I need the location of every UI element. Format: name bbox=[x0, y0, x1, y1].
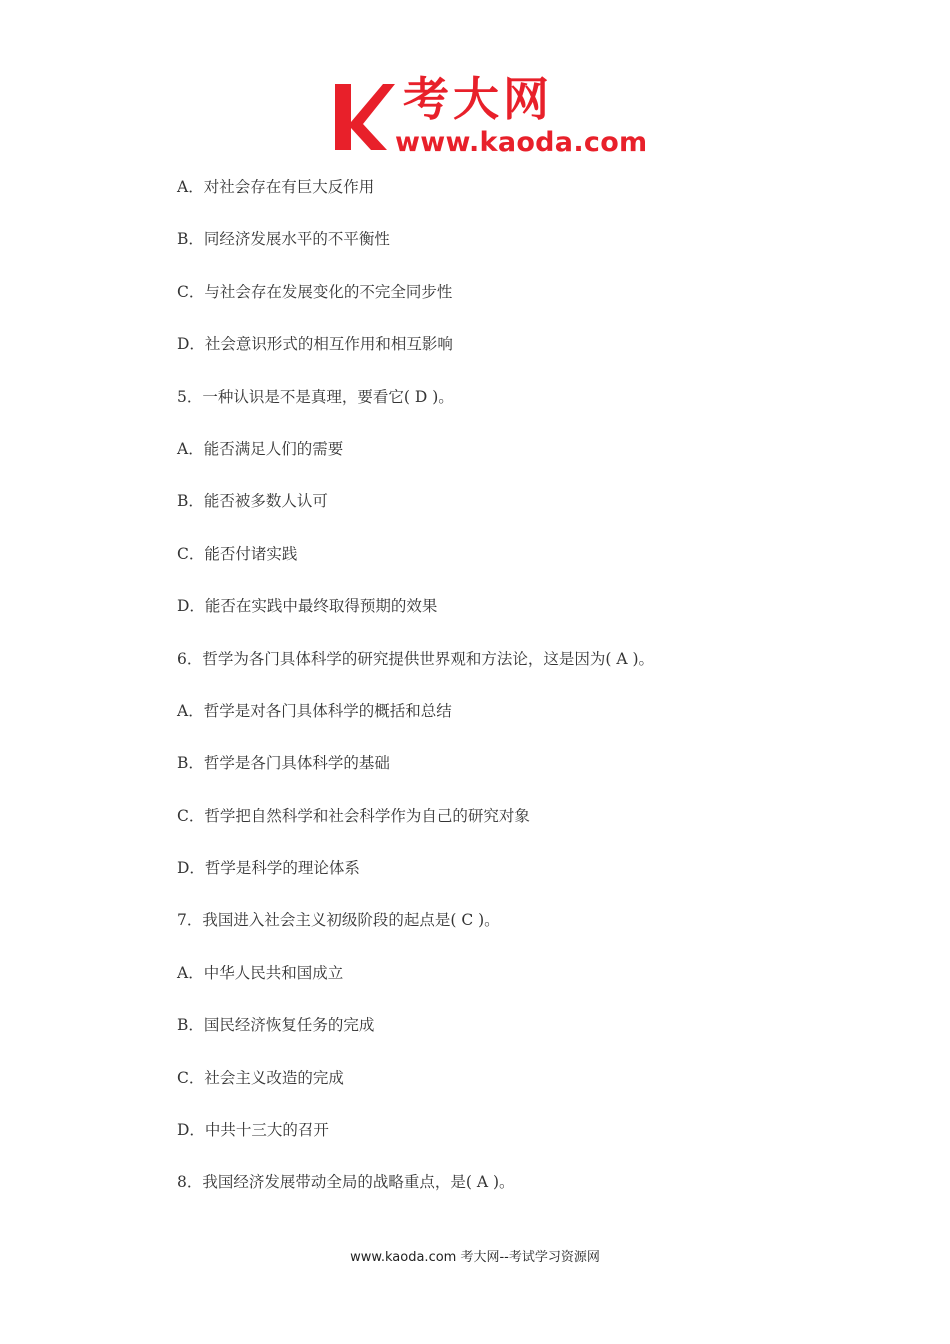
option-d: D．中共十三大的召开 bbox=[177, 1121, 329, 1140]
option-d: D．哲学是科学的理论体系 bbox=[177, 859, 360, 878]
question-5: 5．一种认识是不是真理，要看它( D )。 bbox=[177, 387, 454, 406]
page-footer: www.kaoda.com 考大网--考试学习资源网 bbox=[350, 1250, 600, 1265]
option-c: C．与社会存在发展变化的不完全同步性 bbox=[177, 282, 453, 301]
option-c: C．社会主义改造的完成 bbox=[177, 1068, 344, 1087]
option-c: C．能否付诸实践 bbox=[177, 544, 298, 563]
option-b: B．同经济发展水平的不平衡性 bbox=[177, 230, 390, 249]
option-b: B．能否被多数人认可 bbox=[177, 492, 328, 511]
option-c: C．哲学把自然科学和社会科学作为自己的研究对象 bbox=[177, 806, 530, 825]
question-7: 7．我国进入社会主义初级阶段的起点是( C )。 bbox=[177, 911, 500, 930]
option-b: B．国民经济恢复任务的完成 bbox=[177, 1016, 375, 1035]
question-content bbox=[177, 176, 877, 1224]
question-8: 8．我国经济发展带动全局的战略重点，是( A )。 bbox=[177, 1173, 515, 1192]
logo-chinese-name: 考大网 bbox=[403, 72, 553, 126]
option-a: A．能否满足人们的需要 bbox=[177, 439, 344, 458]
question-6: 6．哲学为各门具体科学的研究提供世界观和方法论，这是因为( A )。 bbox=[177, 649, 655, 668]
option-b: B．哲学是各门具体科学的基础 bbox=[177, 754, 390, 773]
option-d: D．能否在实践中最终取得预期的效果 bbox=[177, 597, 438, 616]
k-logo-icon bbox=[333, 80, 395, 154]
logo-url: www.kaoda.com bbox=[395, 127, 648, 158]
option-a: A．中华人民共和国成立 bbox=[177, 963, 344, 982]
option-d: D．社会意识形式的相互作用和相互影响 bbox=[177, 335, 453, 354]
option-a: A．哲学是对各门具体科学的概括和总结 bbox=[177, 701, 452, 720]
kaoda-logo bbox=[333, 72, 653, 160]
option-a: A．对社会存在有巨大反作用 bbox=[177, 178, 375, 196]
